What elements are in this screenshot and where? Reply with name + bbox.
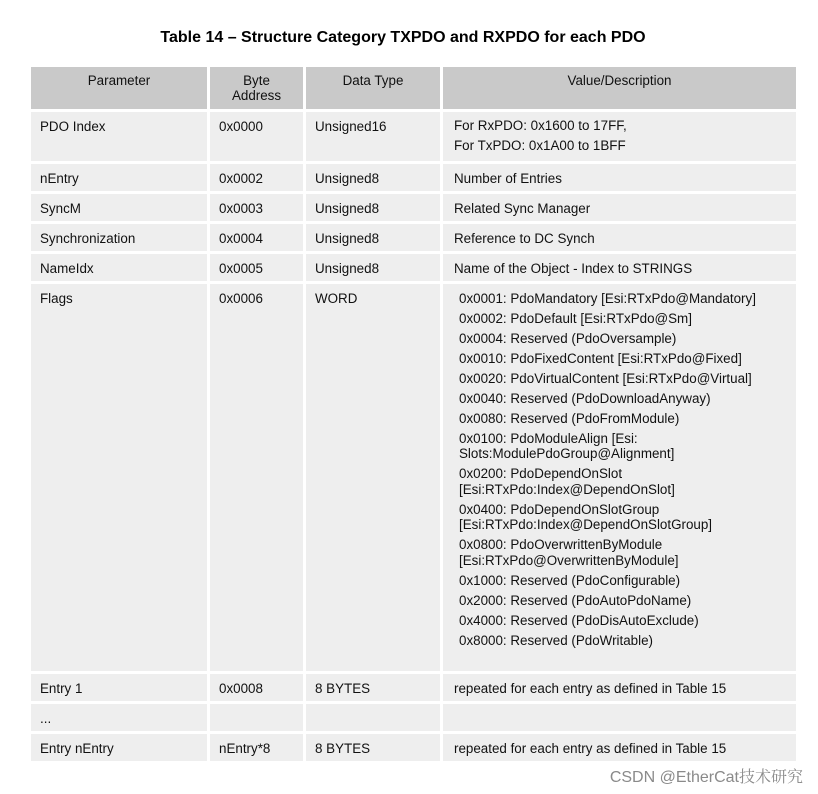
cell-value: repeated for each entry as defined in Table 15 xyxy=(443,734,796,761)
header-value-description: Value/Description xyxy=(443,67,796,109)
flag-item: 0x0004: Reserved (PdoOversample) xyxy=(459,331,677,346)
structure-table xyxy=(28,64,799,764)
cell-type: Unsigned16 xyxy=(306,112,440,161)
table-row xyxy=(31,224,796,251)
cell-parameter: SyncM xyxy=(31,194,207,221)
cell-value xyxy=(443,704,796,731)
cell-parameter: ... xyxy=(31,704,207,731)
cell-address: 0x0002 xyxy=(210,164,303,191)
cell-value xyxy=(443,284,796,671)
table-row xyxy=(31,164,796,191)
cell-parameter: Entry 1 xyxy=(31,674,207,701)
flag-item: 0x0100: PdoModuleAlign [Esi: Slots:ModulePdoGroup@Alignment] xyxy=(459,431,675,462)
cell-value xyxy=(443,112,796,161)
cell-type: Unsigned8 xyxy=(306,224,440,251)
table-row xyxy=(31,112,796,161)
table-title: Table 14 – Structure Category TXPDO and RXPDO for each PDO xyxy=(160,29,646,46)
table-row xyxy=(31,254,796,281)
flag-item: 0x0200: PdoDependOnSlot [Esi:RTxPdo:Index@DependOnSlot] xyxy=(459,466,675,497)
cell-address: 0x0005 xyxy=(210,254,303,281)
cell-parameter: nEntry xyxy=(31,164,207,191)
cell-address: 0x0000 xyxy=(210,112,303,161)
cell-address: 0x0008 xyxy=(210,674,303,701)
header-parameter: Parameter xyxy=(31,67,207,109)
watermark: CSDN @EtherCat技术研究 xyxy=(609,769,803,786)
flag-item: 0x0001: PdoMandatory [Esi:RTxPdo@Mandatory] xyxy=(459,291,756,306)
header-row xyxy=(31,67,796,109)
flag-item: 0x8000: Reserved (PdoWritable) xyxy=(459,632,654,648)
flag-item: 0x0040: Reserved (PdoDownloadAnyway) xyxy=(459,391,711,406)
value-line: For RxPDO: 0x1600 to 17FF, xyxy=(454,118,627,133)
header-byte-address xyxy=(210,67,303,109)
cell-type xyxy=(306,704,440,731)
cell-value: repeated for each entry as defined in Table 15 xyxy=(443,674,796,701)
table-row xyxy=(31,734,796,761)
header-byte-address-line1: Byte xyxy=(243,73,270,88)
cell-parameter: PDO Index xyxy=(31,112,207,161)
header-byte-address-line2: Address xyxy=(231,88,282,103)
cell-address: nEntry*8 xyxy=(210,734,303,761)
flag-item: 0x4000: Reserved (PdoDisAutoExclude) xyxy=(459,612,699,628)
header-data-type: Data Type xyxy=(306,67,440,109)
cell-value: Number of Entries xyxy=(443,164,796,191)
flag-item: 0x0010: PdoFixedContent [Esi:RTxPdo@Fixed] xyxy=(459,351,742,366)
table-row xyxy=(31,704,796,731)
cell-parameter: Synchronization xyxy=(31,224,207,251)
flag-item: 0x1000: Reserved (PdoConfigurable) xyxy=(459,572,681,588)
cell-address xyxy=(210,704,303,731)
table-row xyxy=(31,674,796,701)
cell-value: Related Sync Manager xyxy=(443,194,796,221)
flag-item: 0x0020: PdoVirtualContent [Esi:RTxPdo@Virtual] xyxy=(459,371,752,386)
cell-type: WORD xyxy=(306,284,440,671)
flag-item: 0x0002: PdoDefault [Esi:RTxPdo@Sm] xyxy=(459,311,692,326)
cell-type: 8 BYTES xyxy=(306,674,440,701)
table-row xyxy=(31,284,796,671)
cell-parameter: Flags xyxy=(31,284,207,671)
cell-parameter: Entry nEntry xyxy=(31,734,207,761)
cell-type: 8 BYTES xyxy=(306,734,440,761)
flag-item: 0x2000: Reserved (PdoAutoPdoName) xyxy=(459,592,692,608)
cell-parameter: NameIdx xyxy=(31,254,207,281)
cell-type: Unsigned8 xyxy=(306,194,440,221)
flag-item: 0x0080: Reserved (PdoFromModule) xyxy=(459,411,680,426)
table-row xyxy=(31,194,796,221)
cell-type: Unsigned8 xyxy=(306,164,440,191)
cell-address: 0x0004 xyxy=(210,224,303,251)
value-line: For TxPDO: 0x1A00 to 1BFF xyxy=(454,138,626,153)
cell-address: 0x0003 xyxy=(210,194,303,221)
cell-value: Name of the Object - Index to STRINGS xyxy=(443,254,796,281)
cell-value: Reference to DC Synch xyxy=(443,224,796,251)
flag-item: 0x0800: PdoOverwrittenByModule [Esi:RTxPdo@OverwrittenByModule] xyxy=(459,537,679,568)
flags-list xyxy=(452,291,788,648)
cell-type: Unsigned8 xyxy=(306,254,440,281)
flag-item: 0x0400: PdoDependOnSlotGroup [Esi:RTxPdo:Index@DependOnSlotGroup] xyxy=(459,501,713,533)
cell-address: 0x0006 xyxy=(210,284,303,671)
